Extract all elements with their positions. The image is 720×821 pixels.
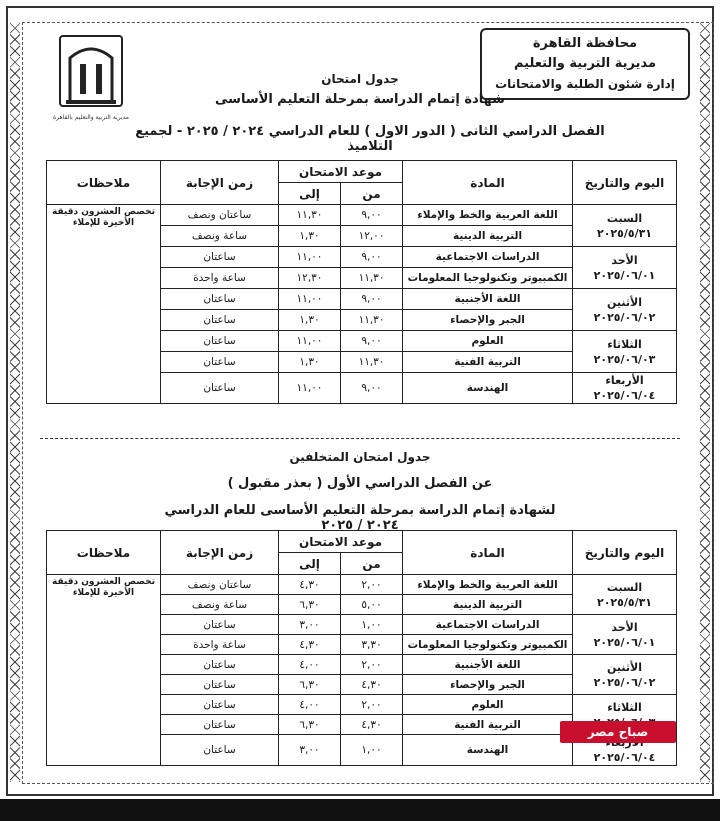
to-time-cell: ١,٣٠ bbox=[279, 310, 341, 331]
section2-title: جدول امتحان المتخلفين bbox=[289, 450, 431, 464]
subject-cell: اللغة الأجنبية bbox=[403, 655, 573, 675]
subject-cell: الكمبيوتر وتكنولوجيا المعلومات bbox=[403, 268, 573, 289]
from-time-cell: ٩,٠٠ bbox=[341, 247, 403, 268]
from-time-cell: ١,٠٠ bbox=[341, 735, 403, 766]
duration-cell: ساعتان bbox=[161, 615, 279, 635]
duration-cell: ساعتان bbox=[161, 352, 279, 373]
duration-cell: ساعتان bbox=[161, 331, 279, 352]
duration-cell: ساعتان ونصف bbox=[161, 205, 279, 226]
dictation-note: تخصص العشرون دقيقة الأخيرة للإملاء bbox=[52, 207, 155, 228]
duration-cell: ساعة واحدة bbox=[161, 268, 279, 289]
subject-cell: اللغة الأجنبية bbox=[403, 289, 573, 310]
cairo-logo-icon bbox=[56, 30, 126, 120]
exam-date: ٢٠٢٥/٠٦/٠٤ bbox=[593, 389, 656, 402]
day-name: الأحد bbox=[611, 620, 638, 634]
to-time-cell: ١١,٠٠ bbox=[279, 331, 341, 352]
day-date-cell bbox=[573, 575, 677, 615]
col-to: إلى bbox=[279, 553, 341, 575]
exam-date: ٢٠٢٥/٠٦/٠١ bbox=[593, 268, 656, 282]
day-name: الثلاثاء bbox=[607, 337, 642, 351]
duration-cell: ساعتان bbox=[161, 289, 279, 310]
logo-caption: مديرية التربية والتعليم بالقاهرة bbox=[53, 114, 129, 121]
duration-cell: ساعتان bbox=[161, 735, 279, 766]
from-time-cell: ٩,٠٠ bbox=[341, 289, 403, 310]
col-duration: زمن الإجابة bbox=[161, 161, 279, 205]
day-date-cell bbox=[573, 373, 677, 404]
subject-cell: الجبر والإحصاء bbox=[403, 675, 573, 695]
from-time-cell: ١١,٣٠ bbox=[341, 310, 403, 331]
day-name: الأثنين bbox=[607, 660, 642, 674]
to-time-cell: ١١,٠٠ bbox=[279, 373, 341, 404]
table-row bbox=[47, 575, 677, 595]
duration-cell: ساعتان ونصف bbox=[161, 575, 279, 595]
notes-cell bbox=[47, 205, 161, 404]
directorate-box bbox=[480, 28, 690, 100]
exam-table-main bbox=[46, 160, 677, 404]
from-time-cell: ١١,٣٠ bbox=[341, 352, 403, 373]
exam-date: ٢٠٢٥/٠٦/٠٢ bbox=[593, 675, 656, 689]
col-notes: ملاحظات bbox=[47, 531, 161, 575]
duration-cell: ساعتان bbox=[161, 715, 279, 735]
exam-date: ٢٠٢٥/٥/٣١ bbox=[596, 595, 653, 609]
duration-cell: ساعة واحدة bbox=[161, 635, 279, 655]
from-time-cell: ٣,٣٠ bbox=[341, 635, 403, 655]
subject-cell: الهندسة bbox=[403, 373, 573, 404]
from-time-cell: ٤,٣٠ bbox=[341, 715, 403, 735]
duration-cell: ساعة ونصف bbox=[161, 595, 279, 615]
section1-term: الفصل الدراسي الثانى ( الدور الاول ) للعام الدراسي ٢٠٢٤ / ٢٠٢٥ - لجميع التلاميذ bbox=[135, 124, 605, 154]
day-date-cell bbox=[573, 331, 677, 373]
to-time-cell: ٤,٠٠ bbox=[279, 655, 341, 675]
subject-cell: التربية الدينية bbox=[403, 226, 573, 247]
from-time-cell: ٢,٠٠ bbox=[341, 575, 403, 595]
table-row bbox=[47, 205, 677, 226]
exam-date: ٢٠٢٥/٠٦/٠١ bbox=[593, 635, 656, 649]
from-time-cell: ١٢,٠٠ bbox=[341, 226, 403, 247]
notes-cell bbox=[47, 575, 161, 766]
day-name: السبت bbox=[606, 211, 643, 225]
to-time-cell: ٣,٠٠ bbox=[279, 615, 341, 635]
from-time-cell: ١١,٣٠ bbox=[341, 268, 403, 289]
duration-cell: ساعة ونصف bbox=[161, 226, 279, 247]
to-time-cell: ٤,٣٠ bbox=[279, 635, 341, 655]
section2-subtitle: عن الفصل الدراسي الأول ( بعذر مقبول ) bbox=[227, 476, 493, 491]
exam-date: ٢٠٢٥/٠٦/٠٣ bbox=[593, 352, 656, 366]
bottom-bar bbox=[0, 799, 720, 821]
section2-term: لشهادة إتمام الدراسة بمرحلة التعليم الأساسى للعام الدراسي ٢٠٢٤ / ٢٠٢٥ bbox=[164, 503, 556, 533]
subject-cell: الجبر والإحصاء bbox=[403, 310, 573, 331]
to-time-cell: ١١,٠٠ bbox=[279, 289, 341, 310]
subject-cell: اللغة العربية والخط والإملاء bbox=[403, 205, 573, 226]
to-time-cell: ٤,٣٠ bbox=[279, 575, 341, 595]
to-time-cell: ٤,٠٠ bbox=[279, 695, 341, 715]
day-name: الأربعاء bbox=[605, 374, 644, 387]
dictation-note: تخصص العشرون دقيقة الأخيرة للإملاء bbox=[52, 577, 155, 598]
day-date-cell bbox=[573, 655, 677, 695]
to-time-cell: ١,٣٠ bbox=[279, 226, 341, 247]
subject-cell: الدراسات الاجتماعية bbox=[403, 247, 573, 268]
duration-cell: ساعتان bbox=[161, 695, 279, 715]
subject-cell: العلوم bbox=[403, 695, 573, 715]
from-time-cell: ٢,٠٠ bbox=[341, 655, 403, 675]
duration-cell: ساعتان bbox=[161, 655, 279, 675]
col-from: من bbox=[341, 553, 403, 575]
day-date-cell bbox=[573, 205, 677, 247]
col-notes: ملاحظات bbox=[47, 161, 161, 205]
col-day: اليوم والتاريخ bbox=[573, 161, 677, 205]
from-time-cell: ٩,٠٠ bbox=[341, 205, 403, 226]
subject-cell: الدراسات الاجتماعية bbox=[403, 615, 573, 635]
table1-body bbox=[47, 205, 677, 404]
section1-title: جدول امتحان bbox=[321, 72, 399, 86]
subject-cell: التربية الدينية bbox=[403, 595, 573, 615]
subject-cell: العلوم bbox=[403, 331, 573, 352]
exam-date: ٢٠٢٥/٥/٣١ bbox=[596, 226, 653, 240]
to-time-cell: ٦,٣٠ bbox=[279, 675, 341, 695]
from-time-cell: ٩,٠٠ bbox=[341, 331, 403, 352]
duration-cell: ساعتان bbox=[161, 310, 279, 331]
from-time-cell: ٤,٣٠ bbox=[341, 675, 403, 695]
subject-cell: التربية الفنية bbox=[403, 715, 573, 735]
subject-cell: الكمبيوتر وتكنولوجيا المعلومات bbox=[403, 635, 573, 655]
section1-subtitle: شهادة إتمام الدراسة بمرحلة التعليم الأساسى bbox=[215, 92, 505, 107]
subject-cell: التربية الفنية bbox=[403, 352, 573, 373]
to-time-cell: ٦,٣٠ bbox=[279, 595, 341, 615]
directorate-line-1: محافظة القاهرة bbox=[532, 36, 638, 51]
day-date-cell bbox=[573, 289, 677, 331]
from-time-cell: ٥,٠٠ bbox=[341, 595, 403, 615]
section-divider bbox=[40, 438, 680, 439]
to-time-cell: ١,٣٠ bbox=[279, 352, 341, 373]
col-subject: المادة bbox=[403, 161, 573, 205]
col-day: اليوم والتاريخ bbox=[573, 531, 677, 575]
col-subject: المادة bbox=[403, 531, 573, 575]
day-name: الأثنين bbox=[607, 295, 642, 309]
day-name: الأحد bbox=[611, 253, 638, 267]
day-date-cell bbox=[573, 247, 677, 289]
col-schedule: موعد الامتحان bbox=[279, 161, 403, 183]
to-time-cell: ١١,٠٠ bbox=[279, 247, 341, 268]
duration-cell: ساعتان bbox=[161, 373, 279, 404]
from-time-cell: ٩,٠٠ bbox=[341, 373, 403, 404]
day-date-cell bbox=[573, 615, 677, 655]
duration-cell: ساعتان bbox=[161, 247, 279, 268]
to-time-cell: ٦,٣٠ bbox=[279, 715, 341, 735]
exam-date: ٢٠٢٥/٠٦/٠٤ bbox=[593, 751, 656, 764]
duration-cell: ساعتان bbox=[161, 675, 279, 695]
to-time-cell: ١٢,٣٠ bbox=[279, 268, 341, 289]
to-time-cell: ٣,٠٠ bbox=[279, 735, 341, 766]
directorate-line-3: إدارة شئون الطلبة والامتحانات bbox=[495, 77, 675, 91]
exam-date: ٢٠٢٥/٠٦/٠٢ bbox=[593, 310, 656, 324]
subject-cell: اللغة العربية والخط والإملاء bbox=[403, 575, 573, 595]
col-to: إلى bbox=[279, 183, 341, 205]
col-duration: زمن الإجابة bbox=[161, 531, 279, 575]
subject-cell: الهندسة bbox=[403, 735, 573, 766]
col-from: من bbox=[341, 183, 403, 205]
col-schedule: موعد الامتحان bbox=[279, 531, 403, 553]
to-time-cell: ١١,٣٠ bbox=[279, 205, 341, 226]
watermark-badge: صباح مصر bbox=[560, 721, 676, 743]
day-name: الثلاثاء bbox=[607, 700, 642, 714]
day-name: السبت bbox=[606, 580, 643, 594]
directorate-line-2: مديرية التربية والتعليم bbox=[513, 56, 657, 71]
from-time-cell: ١,٠٠ bbox=[341, 615, 403, 635]
from-time-cell: ٢,٠٠ bbox=[341, 695, 403, 715]
